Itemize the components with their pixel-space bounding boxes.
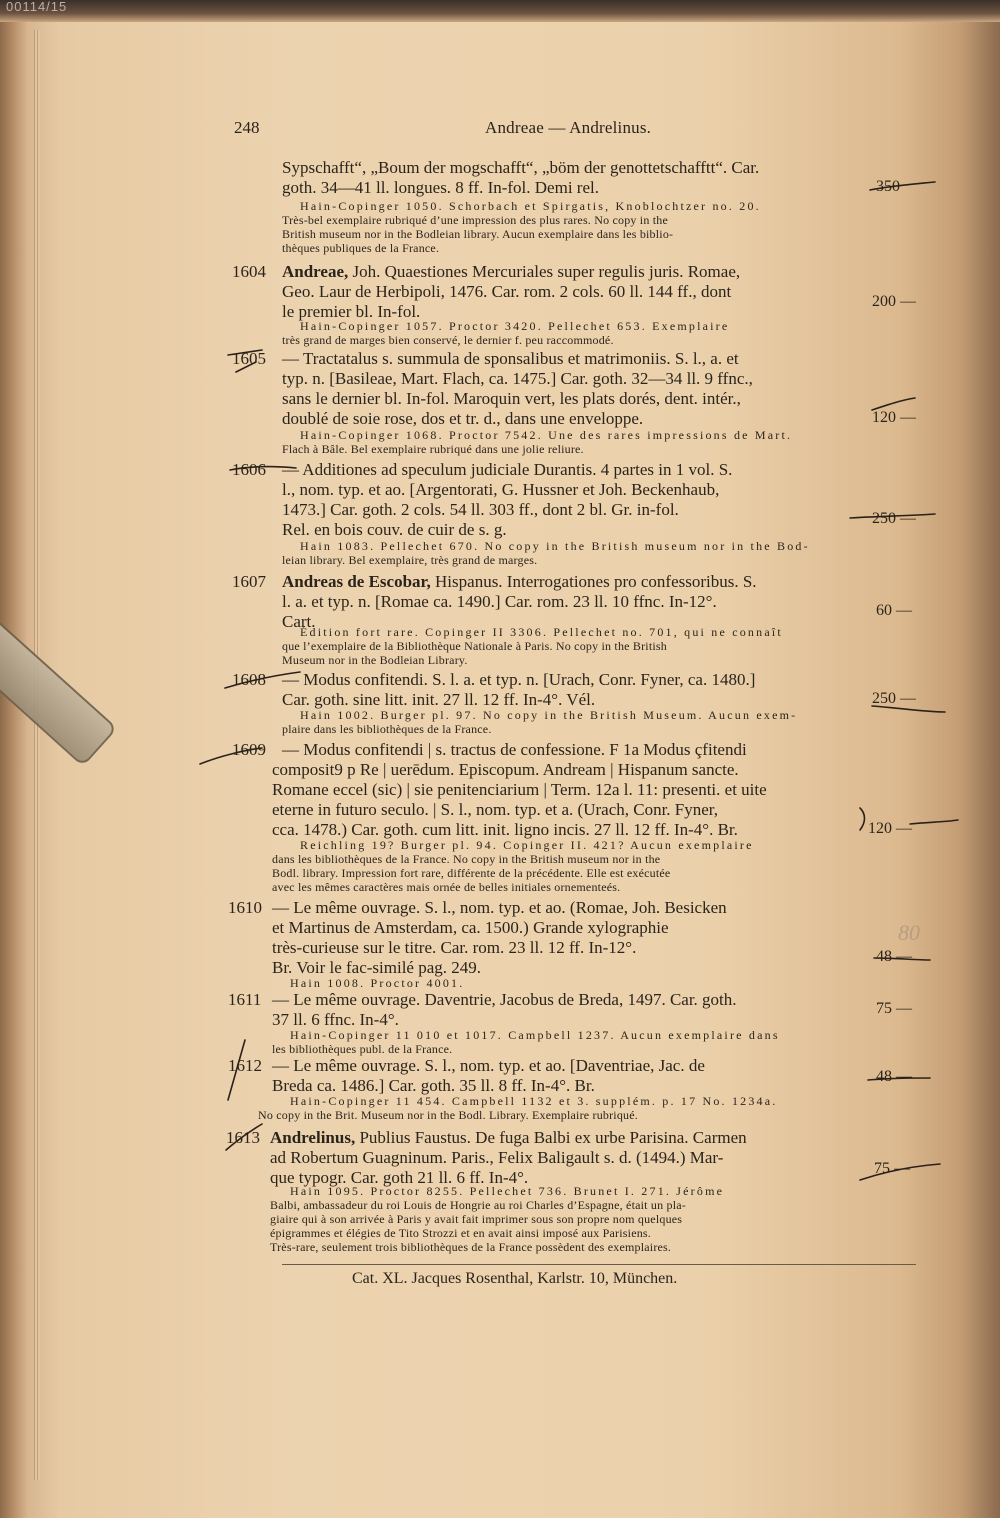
running-header: Andreae — Andrelinus. [485,118,652,137]
entry-note: Hain-Copinger 1050. Schorbach et Spirgatis, Knoblochtzer no. 20. [300,199,761,213]
catalogue-footer: Cat. XL. Jacques Rosenthal, Karlstr. 10, München. [352,1270,678,1287]
footer-rule [282,1264,916,1265]
entry-price: 60 — [876,602,912,619]
entry-note: Très-rare, seulement trois bibliothèques de la France possèdent des exemplaires. [270,1240,672,1254]
entry-note: Flach à Bâle. Bel exemplaire rubriqué dans une jolie reliure. [282,442,584,456]
entry-line: Andreae, Joh. Quaestiones Mercuriales super regulis juris. Romae, [282,262,741,281]
entry-note: Museum nor in the Bodleian Library. [282,653,468,667]
entry-number: 1606 [232,460,266,479]
entry-note: que l’exemplaire de la Bibliothèque Nationale à Paris. No copy in the British [282,639,667,653]
entry-price: 350 [876,178,900,195]
entry-price: 200 — [872,293,916,310]
entry-line: Sypschafft“, „Boum der mogschafft“, „böm der genottetschafftt“. Car. [282,158,760,177]
entry-line: typ. n. [Basileae, Mart. Flach, ca. 1475.] Car. goth. 32—34 ll. 9 ffnc., [282,369,753,388]
entry-note: Reichling 19? Burger pl. 94. Copinger II. 421? Aucun exemplaire [300,838,754,852]
entry-note: Hain 1002. Burger pl. 97. No copy in the British Museum. Aucun exem- [300,708,798,722]
entry-line: cca. 1478.) Car. goth. cum litt. init. ligno incis. 27 ll. 12 ff. In-4°. Br. [272,820,738,839]
entry-line: — Le même ouvrage. S. l., nom. typ. et ao. [Daventriae, Jac. de [272,1056,705,1075]
entry-line: Br. Voir le fac-similé pag. 249. [272,958,482,977]
entry-note: Hain-Copinger 1068. Proctor 7542. Une des rares impressions de Mart. [300,428,793,442]
entry-price: 75 — [876,1000,912,1017]
entry-line: — Le même ouvrage. Daventrie, Jacobus de Breda, 1497. Car. goth. [272,990,737,1009]
entry-note: thèques publiques de la France. [282,241,440,255]
entry-number: 1610 [228,898,262,917]
entry-line: très-curieuse sur le titre. Car. rom. 23 ll. 12 ff. In-12°. [272,938,637,957]
page-stack-edge [34,30,40,1480]
entry-line: Car. goth. sine litt. init. 27 ll. 12 ff. In-4°. Vél. [282,690,596,709]
entry-price: 120 — [868,820,912,837]
entry-line: goth. 34—41 ll. longues. 8 ff. In-fol. Demi rel. [282,178,599,197]
entry-line: doublé de soie rose, dos et tr. d., dans une enveloppe. [282,409,644,428]
entry-line: 37 ll. 6 ffnc. In-4°. [272,1010,399,1029]
entry-line: Rel. en bois couv. de cuir de s. g. [282,520,507,539]
entry-note: Hain-Copinger 11 010 et 1017. Campbell 1237. Aucun exemplaire dans [290,1028,780,1042]
bookmark-tab [0,605,118,767]
entry-note: Hain-Copinger 11 454. Campbell 1132 et 3. supplém. p. 17 No. 1234a. [290,1094,778,1108]
entry-price: 250 — [872,690,916,707]
entry-price: 75 — [874,1160,910,1177]
entry-note: Très-bel exemplaire rubriqué d’une impression des plus rares. No copy in the [282,213,668,227]
pencil-note: 80 [898,920,920,945]
entry-note: épigrammes et élégies de Tito Strozzi et en avait ainsi imposé aux Parisiens. [270,1226,651,1240]
entry-note: très grand de marges bien conservé, le dernier f. peu raccommodé. [282,333,614,347]
entry-note: Hain 1083. Pellechet 670. No copy in the British museum nor in the Bod- [300,539,810,553]
entry-number: 1611 [228,990,262,1009]
strike-mark [910,820,958,824]
entry-note: Balbi, ambassadeur du roi Louis de Hongrie au roi Charles d’Espagne, était un pla- [270,1198,686,1212]
entry-line-text: Andreas de Escobar, Hispanus. Interrogationes pro confessoribus. S. [282,572,757,591]
entry-note: British museum nor in the Bodleian library. Aucun exemplaire dans les biblio- [282,227,674,241]
entry-line: que typogr. Car. goth 21 ll. 6 ff. In-4°. [270,1168,529,1187]
entry-line: et Martinus de Amsterdam, ca. 1500.) Grande xylographie [272,918,669,937]
entry-line: — Modus confitendi. S. l. a. et typ. n. [Urach, Conr. Fyner, ca. 1480.] [282,670,756,689]
strike-mark [860,808,865,830]
entry-line: l. a. et typ. n. [Romae ca. 1490.] Car. rom. 23 ll. 10 ffnc. In-12°. [282,592,717,611]
page-number: 248 [234,118,260,137]
entry-number: 1608 [232,670,266,689]
entry-line: eterne in futuro seculo. | S. l., nom. typ. et a. (Urach, Conr. Fyner, [272,800,719,819]
entry-note: giaire qui à son arrivée à Paris y avait fait imprimer sous son propre nom quelques [270,1212,683,1226]
entry-line: — Tractatalus s. summula de sponsalibus et matrimoniis. S. l., a. et [282,349,739,368]
entry-number: 1612 [228,1056,262,1075]
entry-line: le premier bl. In-fol. [282,302,421,321]
entry-price: 120 — [872,409,916,426]
entry-number: 1609 [232,740,266,759]
scan-top-band [0,0,1000,22]
entry-note: Bodl. library. Impression fort rare, différente de la précédente. Elle est exécutée [272,866,671,880]
entry-line: sans le dernier bl. In-fol. Maroquin vert, les plats dorés, dent. intér., [282,389,741,408]
entry-note: Édition fort rare. Copinger II 3306. Pellechet no. 701, qui ne connaît [300,625,783,639]
entry-line [282,572,757,592]
entry-line: Geo. Laur de Herbipoli, 1476. Car. rom. 2 cols. 60 ll. 144 ff., dont [282,282,732,301]
entry-price: 48 — [876,1068,912,1085]
entry-note: plaire dans les bibliothèques de la France. [282,722,492,736]
entry-line: Romane eccel (sic) | sie penitenciarium | Term. 12a l. 11: presenti. et uite [272,780,767,799]
entry-line: — Le même ouvrage. S. l., nom. typ. et ao. (Romae, Joh. Besicken [272,898,727,917]
entry-line: l., nom. typ. et ao. [Argentorati, G. Hussner et Joh. Beckenhaub, [282,480,720,499]
entry-note: No copy in the Brit. Museum nor in the Bodl. Library. Exemplaire rubriqué. [258,1108,638,1122]
entry-number: 1605 [232,349,266,368]
entry-author: Andrelinus, [270,1128,356,1147]
entry-line: Breda ca. 1486.] Car. goth. 35 ll. 8 ff. In-4°. Br. [272,1076,595,1095]
entry-number: 1604 [232,262,266,281]
entry-line: composit9 p Re | uerēdum. Episcopum. Andream | Hispanum sancte. [272,760,739,779]
entry-line-text: Joh. Quaestiones Mercuriales super regulis juris. Romae, [352,262,741,281]
entry-note: dans les bibliothèques de la France. No copy in the British museum nor in the [272,852,661,866]
entry-author: Andreas de Escobar, [282,572,431,591]
entry-number: 1613 [226,1128,260,1147]
entry-price: 48 — [876,948,912,965]
entry-note: Hain 1008. Proctor 4001. [290,976,465,990]
entry-note: les bibliothèques publ. de la France. [272,1042,453,1056]
entry-line: ad Robertum Guagninum. Paris., Felix Baligault s. d. (1494.) Mar- [270,1148,724,1167]
entry-note: Hain 1095. Proctor 8255. Pellechet 736. Brunet I. 271. Jérôme [290,1184,725,1198]
entry-note: Hain-Copinger 1057. Proctor 3420. Pellechet 653. Exemplaire [300,319,730,333]
entry-line: — Additiones ad speculum judiciale Durantis. 4 partes in 1 vol. S. [282,460,733,479]
entry-line: Andrelinus, Publius Faustus. De fuga Balbi ex urbe Parisina. Carmen [270,1128,747,1147]
entry-number: 1607 [232,572,266,591]
entry-note: leian library. Bel exemplaire, très grand de marges. [282,553,538,567]
entry-line: 1473.] Car. goth. 2 cols. 54 ll. 303 ff., dont 2 bl. Gr. in-fol. [282,500,679,519]
archive-strip-label: 00114/15 [6,0,68,14]
entry-line: — Modus confitendi | s. tractus de confessione. F 1a Modus çfitendi [282,740,747,759]
entry-price: 250 — [872,510,916,527]
entry-line: Cart. [282,612,316,631]
entry-note: avec les mêmes caractères mais ornée de belles initiales ornementeés. [272,880,621,894]
